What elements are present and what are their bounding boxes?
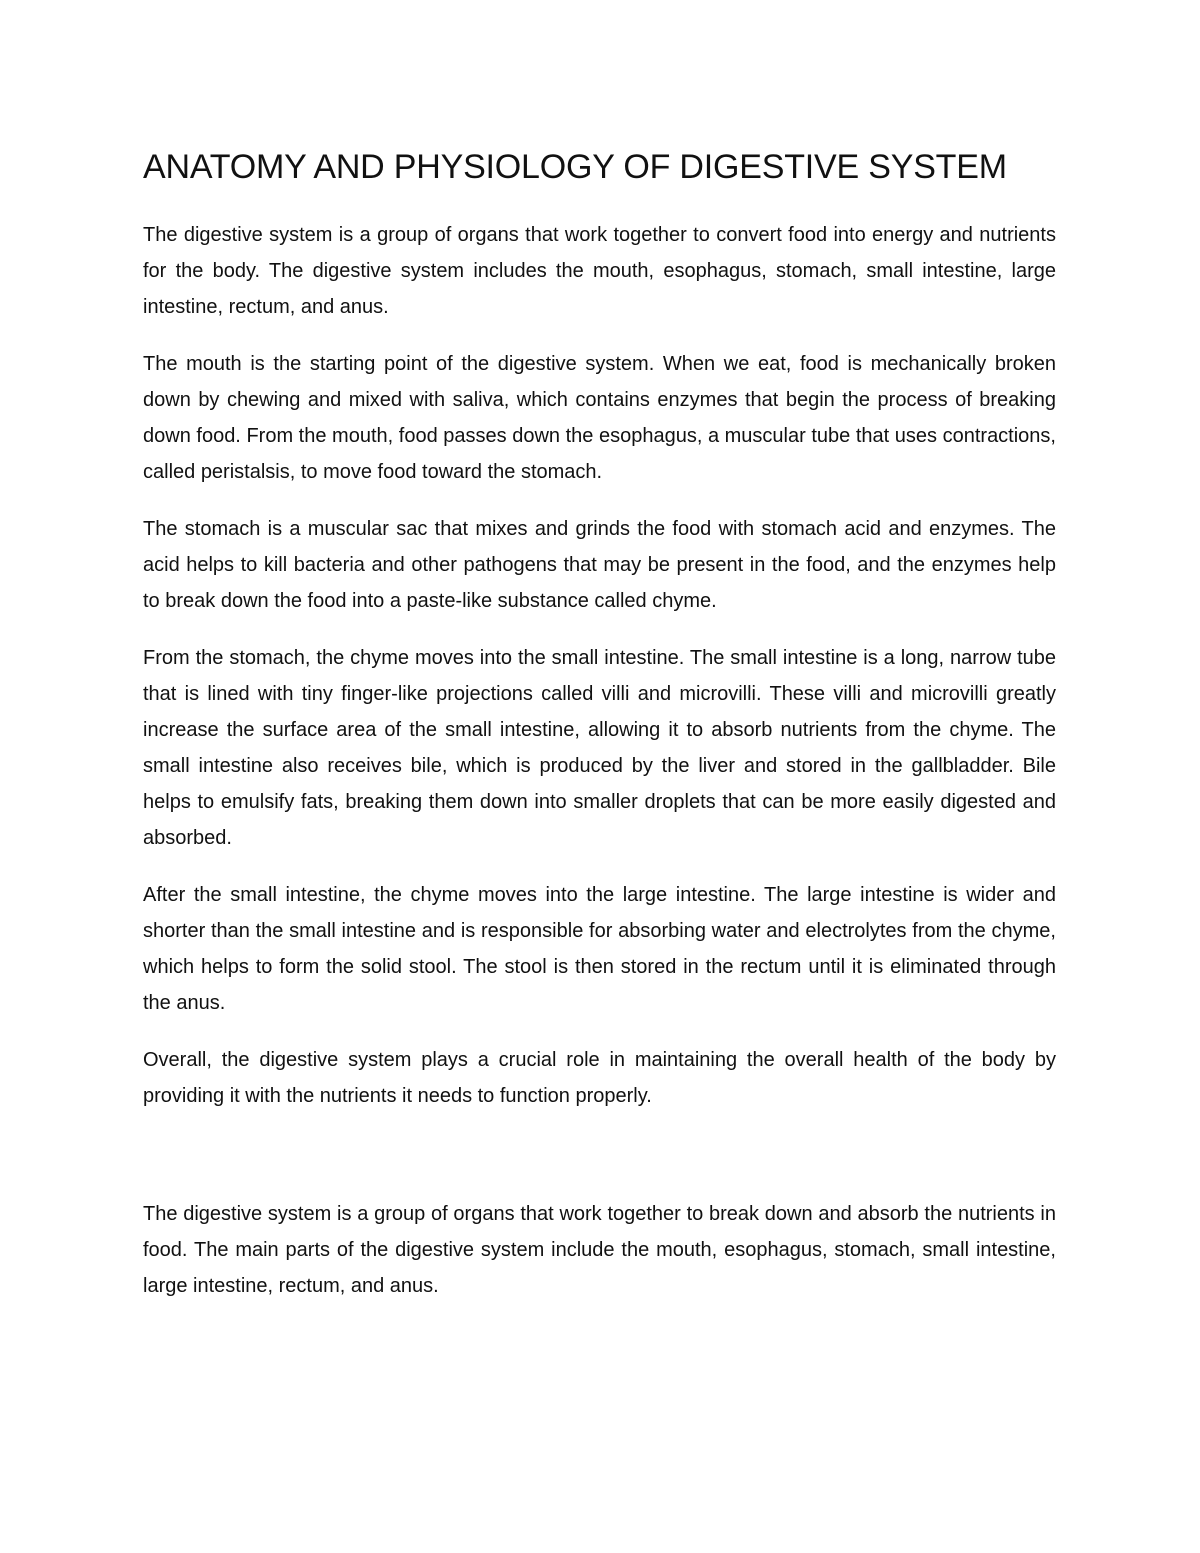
paragraph-stomach: The stomach is a muscular sac that mixes and grinds the food with stomach acid and enzymes. The acid helps to kill bacteria and other pathogens that may be present in the food, and the enzymes help to break down the food into a paste-like substance called chyme.	[143, 518, 1056, 612]
paragraph-overall: Overall, the digestive system plays a crucial role in maintaining the overall health of the body by providing it with the nutrients it needs to function properly.	[143, 1049, 1056, 1107]
document-title: ANATOMY AND PHYSIOLOGY OF DIGESTIVE SYSTEM	[143, 148, 1007, 186]
paragraph-intro: The digestive system is a group of organs that work together to convert food into energy and nutrients for the body. The digestive system includes the mouth, esophagus, stomach, small intestine, large intestine, rectum, and anus.	[143, 224, 1056, 318]
paragraph-small-intestine: From the stomach, the chyme moves into the small intestine. The small intestine is a long, narrow tube that is lined with tiny finger-like projections called villi and microvilli. These villi and microvilli greatly increase the surface area of the small intestine, allowing it to absorb nutrients from the chyme. The small intestine also receives bile, which is produced by the liver and stored in the gallbladder. Bile helps to emulsify fats, breaking them down into smaller droplets that can be more easily digested and absorbed.	[143, 647, 1056, 849]
document-body	[143, 145, 1056, 1325]
paragraph-mouth: The mouth is the starting point of the digestive system. When we eat, food is mechanically broken down by chewing and mixed with saliva, which contains enzymes that begin the process of breaking down food. From the mouth, food passes down the esophagus, a muscular tube that uses contractions, called peristalsis, to move food toward the stomach.	[143, 353, 1056, 483]
paragraph-large-intestine: After the small intestine, the chyme moves into the large intestine. The large intestine is wider and shorter than the small intestine and is responsible for absorbing water and electrolytes from the chyme, which helps to form the solid stool. The stool is then stored in the rectum until it is eliminated through the anus.	[143, 884, 1056, 1014]
paragraph-summary: The digestive system is a group of organs that work together to break down and absorb the nutrients in food. The main parts of the digestive system include the mouth, esophagus, stomach, small intestine, large intestine, rectum, and anus.	[143, 1203, 1056, 1297]
